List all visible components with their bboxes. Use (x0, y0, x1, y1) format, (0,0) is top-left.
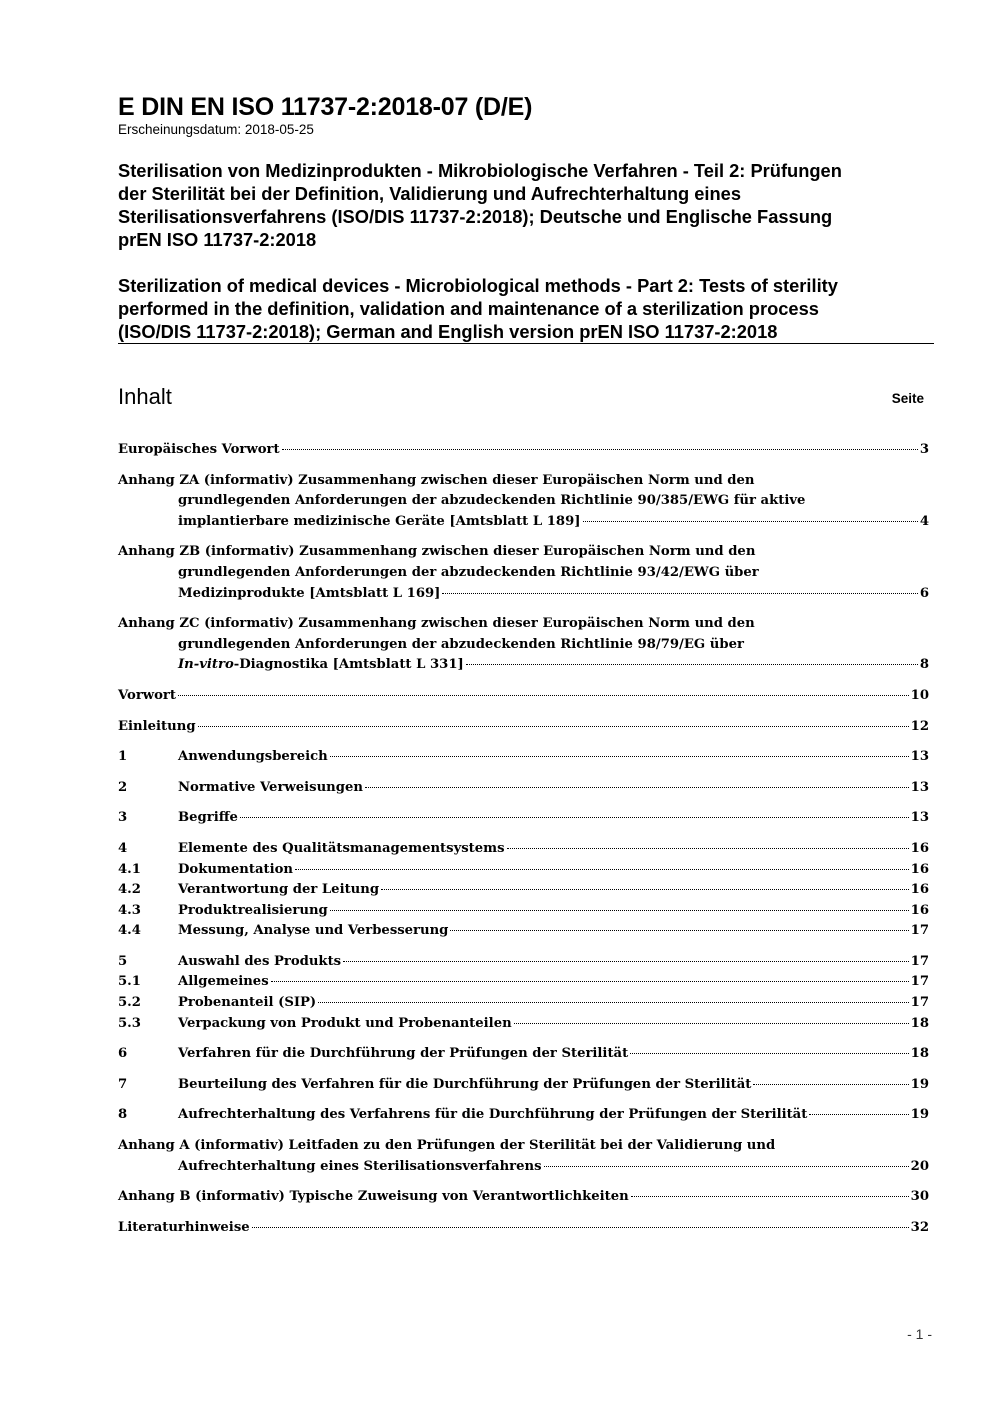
toc-entry-number: 4.4 (118, 923, 141, 939)
toc-entry-title: Vorwort (118, 687, 176, 703)
toc-entry[interactable] (118, 686, 929, 707)
title-german-line: der Sterilität bei der Definition, Validierung und Aufrechterhaltung eines (118, 183, 741, 204)
title-english-line: (ISO/DIS 11737-2:2018); German and English version prEN ISO 11737-2:2018 (118, 321, 778, 342)
toc-entry-line (118, 1105, 929, 1126)
toc-dot-leader (365, 787, 909, 788)
toc-dot-leader (631, 1196, 909, 1197)
toc-dot-leader (544, 1166, 909, 1167)
page-number: - 1 - (907, 1326, 932, 1342)
toc-entry[interactable] (118, 747, 929, 768)
toc-entry-page: 30 (910, 1189, 929, 1205)
toc-entry-line (118, 542, 929, 563)
toc-entry-title: grundlegenden Anforderungen der abzudeckenden Richtlinie 93/42/EWG über (178, 564, 759, 580)
toc-entry-title: Messung, Analyse und Verbesserung (178, 923, 449, 939)
toc-entry-number: 4.1 (118, 861, 141, 877)
toc-entry[interactable] (118, 1218, 929, 1239)
toc-dot-leader (271, 981, 909, 982)
toc-dot-leader (753, 1084, 908, 1085)
toc-entry-line (118, 471, 929, 492)
toc-entry-line (118, 1157, 929, 1178)
toc-entry[interactable] (118, 1136, 929, 1177)
toc-entry-page: 13 (910, 749, 929, 765)
toc-dot-leader (507, 848, 909, 849)
toc-entry-title: Europäisches Vorwort (118, 442, 280, 457)
toc-dot-leader (330, 756, 909, 757)
toc-entry[interactable] (118, 860, 929, 881)
toc-entry-line (118, 972, 929, 993)
toc-dot-leader (381, 889, 909, 890)
toc-entry-line (118, 747, 929, 768)
toc-entry-line (118, 860, 929, 881)
toc-entry-page: 18 (910, 1046, 929, 1062)
title-divider (118, 343, 934, 344)
toc-entry-number: 5 (118, 953, 128, 969)
toc-entry-title: -Diagnostika [Amtsblatt L 331] (233, 657, 464, 673)
toc-entry-number: 3 (118, 810, 128, 826)
toc-entry-line (118, 614, 929, 635)
toc-entry-title: Elemente des Qualitätsmanagementsystems (178, 840, 505, 856)
toc-entry-page: 3 (919, 442, 929, 457)
toc-entry-line (118, 778, 929, 799)
toc-entry-title: Verantwortung der Leitung (178, 882, 380, 898)
toc-entry-line (118, 440, 929, 461)
toc-entry-number: 5.1 (118, 974, 141, 990)
toc-entry[interactable] (118, 808, 929, 829)
toc-entry[interactable] (118, 717, 929, 738)
toc-entry[interactable] (118, 440, 929, 461)
toc-entry[interactable] (118, 778, 929, 799)
toc-entry-page: 12 (910, 718, 929, 734)
toc-entry-title: Beurteilung des Verfahren für die Durchführung der Prüfungen der Sterilität (178, 1076, 752, 1092)
toc-entry-title: Anhang ZB (informativ) Zusammenhang zwischen dieser Europäischen Norm und den (118, 544, 756, 560)
toc-entry-page: 4 (919, 513, 929, 529)
toc-entry-line (118, 993, 929, 1014)
toc-entry-line (118, 584, 929, 605)
toc-entry-title: Verpackung von Produkt und Probenanteilen (178, 1015, 512, 1031)
toc-entry-title: grundlegenden Anforderungen der abzudeckenden Richtlinie 90/385/EWG für aktive (178, 493, 806, 509)
title-english-line: performed in the definition, validation and maintenance of a sterilization process (118, 298, 819, 319)
toc-entry-title: Normative Verweisungen (178, 779, 363, 795)
toc-dot-leader (450, 930, 908, 931)
toc-entry-number: 5.3 (118, 1015, 141, 1031)
toc-dot-leader (514, 1023, 909, 1024)
toc-entry-line (118, 717, 929, 738)
toc-entry-page: 19 (910, 1107, 929, 1123)
toc-entry[interactable] (118, 1044, 929, 1065)
toc-entry-number: 2 (118, 779, 128, 795)
toc-entry-line (118, 491, 929, 512)
toc-entry-title: Anhang ZC (informativ) Zusammenhang zwischen dieser Europäischen Norm und den (118, 616, 755, 632)
toc-entry-title: Produktrealisierung (178, 902, 328, 918)
toc-entry-page: 32 (910, 1219, 929, 1235)
toc-dot-leader (466, 664, 918, 665)
toc-entry-page: 6 (919, 585, 929, 601)
toc-dot-leader (343, 961, 909, 962)
toc-entry-line (118, 880, 929, 901)
toc-dot-leader (330, 910, 909, 911)
toc-entry-title: grundlegenden Anforderungen der abzudeckenden Richtlinie 98/79/EG über (178, 636, 744, 652)
toc-entry-title: Dokumentation (178, 861, 294, 877)
toc-entry-line (118, 839, 929, 860)
publication-date: Erscheinungsdatum: 2018-05-25 (118, 122, 314, 137)
toc-entry-line (118, 1136, 929, 1157)
toc-entry-title: Literaturhinweise (118, 1219, 250, 1235)
toc-entry-page: 19 (910, 1076, 929, 1092)
toc-entry[interactable] (118, 1075, 929, 1096)
toc-entry[interactable] (118, 993, 929, 1014)
title-english-line: Sterilization of medical devices - Microbiological methods - Part 2: Tests of sterility (118, 275, 838, 296)
toc-entry[interactable] (118, 901, 929, 922)
toc-entry[interactable] (118, 1105, 929, 1126)
toc-entry-title: Aufrechterhaltung eines Sterilisationsverfahrens (178, 1158, 542, 1174)
toc-entry-page: 17 (910, 923, 929, 939)
toc-dot-leader (809, 1114, 908, 1115)
toc-entry-page: 16 (910, 840, 929, 856)
toc-entry-page: 16 (910, 861, 929, 877)
toc-entry-number: 4.3 (118, 902, 141, 918)
toc-entry-title: Probenanteil (SIP) (178, 995, 317, 1011)
toc-dot-leader (240, 817, 909, 818)
toc-dot-leader (252, 1227, 909, 1228)
toc-entry-title: Anhang A (informativ) Leitfaden zu den Prüfungen der Sterilität bei der Validierung und (118, 1138, 776, 1154)
toc-entry-number: 1 (118, 749, 128, 765)
toc-entry-title: Aufrechterhaltung des Verfahrens für die Durchführung der Prüfungen der Sterilität (178, 1107, 808, 1123)
toc-entry-number: 8 (118, 1107, 128, 1123)
toc-entry[interactable] (118, 614, 929, 676)
toc-entry-number: 6 (118, 1046, 128, 1062)
toc-dot-leader (630, 1053, 908, 1054)
toc-entry[interactable] (118, 1014, 929, 1035)
toc-entry-title: Verfahren für die Durchführung der Prüfungen der Sterilität (178, 1046, 629, 1062)
toc-entry-line (118, 1187, 929, 1208)
toc-entry-title: Anwendungsbereich (178, 749, 328, 765)
toc-entry-number: 5.2 (118, 995, 141, 1011)
toc-entry-page: 10 (910, 687, 929, 703)
toc-entry-number: 4.2 (118, 882, 141, 898)
toc-entry-line (118, 1218, 929, 1239)
toc-entry-title: Einleitung (118, 718, 196, 734)
toc-entry[interactable] (118, 542, 929, 604)
toc-entry-line (118, 901, 929, 922)
toc-dot-leader (583, 521, 918, 522)
toc-entry-number: 7 (118, 1076, 128, 1092)
toc-entry-title: Medizinprodukte [Amtsblatt L 169] (178, 585, 441, 601)
toc-entry-line (118, 635, 929, 656)
toc-entry-page: 13 (910, 779, 929, 795)
toc-dot-leader (178, 695, 909, 696)
toc-entry-line (118, 808, 929, 829)
toc-entry-title-italic: In-vitro (178, 657, 234, 673)
toc-entry-number: 4 (118, 840, 128, 856)
toc-entry-line (118, 686, 929, 707)
toc-entry[interactable] (118, 1187, 929, 1208)
toc-entry-title: implantierbare medizinische Geräte [Amtsblatt L 189] (178, 513, 581, 529)
toc-entry-page: 18 (910, 1015, 929, 1031)
toc-entry-line (118, 921, 929, 942)
document-title: E DIN EN ISO 11737-2:2018-07 (D/E) (118, 93, 533, 121)
title-german (118, 159, 934, 251)
title-english (118, 274, 934, 343)
toc-entry[interactable] (118, 952, 929, 973)
toc-dot-leader (198, 726, 909, 727)
toc-dot-leader (318, 1002, 908, 1003)
toc-entry-line (118, 1014, 929, 1035)
title-german-line: Sterilisationsverfahrens (ISO/DIS 11737-2:2018); Deutsche und Englische Fassung (118, 206, 833, 227)
toc-entry[interactable] (118, 880, 929, 901)
toc-entry-page: 20 (910, 1158, 929, 1174)
toc-entry-line (118, 1044, 929, 1065)
toc-entry[interactable] (118, 471, 929, 533)
toc-dot-leader (282, 449, 918, 450)
table-of-contents (118, 440, 929, 1238)
toc-entry-page: 16 (910, 882, 929, 898)
toc-entry-title: Auswahl des Produkts (178, 953, 342, 969)
toc-entry-line (118, 563, 929, 584)
toc-entry-page: 16 (910, 902, 929, 918)
toc-entry-title: Begriffe (178, 810, 238, 826)
toc-entry-page: 17 (910, 974, 929, 990)
toc-dot-leader (442, 593, 917, 594)
toc-dot-leader (295, 869, 909, 870)
title-german-line: prEN ISO 11737-2:2018 (118, 229, 317, 250)
toc-entry-title: Anhang B (informativ) Typische Zuweisung von Verantwortlichkeiten (118, 1189, 629, 1205)
toc-entry[interactable] (118, 921, 929, 942)
toc-entry-page: 13 (910, 810, 929, 826)
toc-entry-line (118, 1075, 929, 1096)
toc-entry-page: 17 (910, 995, 929, 1011)
toc-entry-line (118, 952, 929, 973)
toc-entry-page: 8 (919, 657, 929, 673)
toc-entry-title: Allgemeines (178, 974, 269, 990)
toc-heading: Inhalt (118, 384, 172, 409)
toc-entry-page: 17 (910, 953, 929, 969)
toc-entry-title: Anhang ZA (informativ) Zusammenhang zwischen dieser Europäischen Norm und den (118, 472, 755, 488)
title-german-line: Sterilisation von Medizinprodukten - Mikrobiologische Verfahren - Teil 2: Prüfungen (118, 160, 842, 181)
toc-page-column-heading: Seite (891, 391, 924, 406)
toc-entry-line (118, 512, 929, 533)
toc-entry[interactable] (118, 839, 929, 860)
toc-entry[interactable] (118, 972, 929, 993)
toc-entry-line (118, 655, 929, 676)
